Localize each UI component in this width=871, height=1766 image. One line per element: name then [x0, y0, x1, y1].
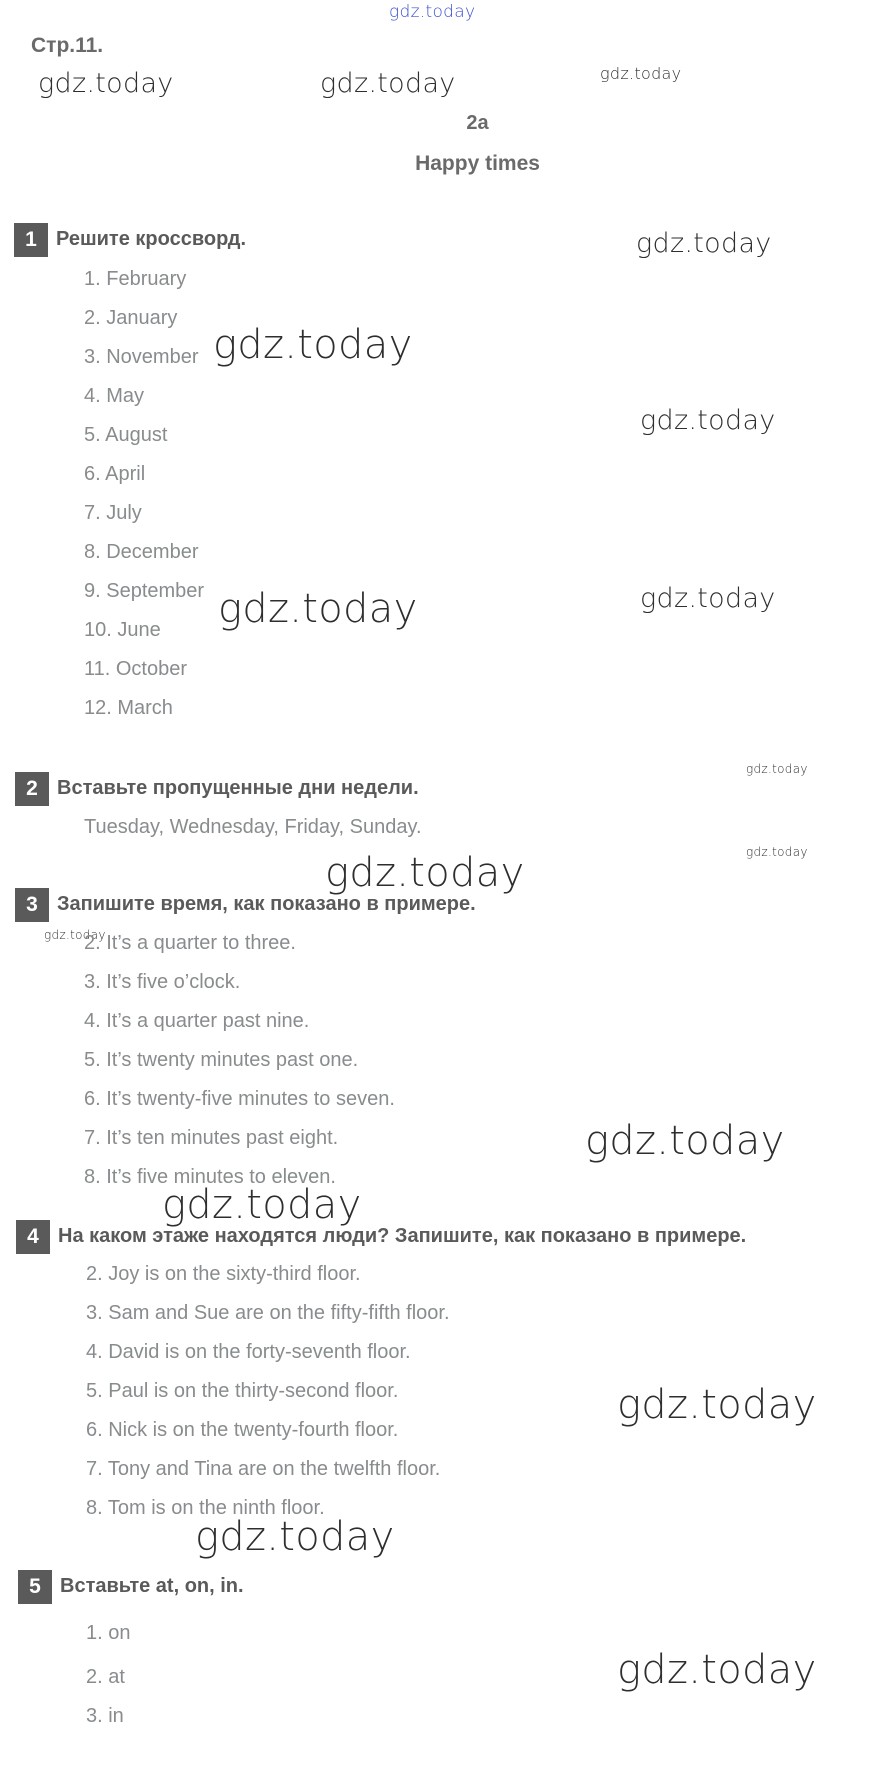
- answer-item: 2. at: [86, 1666, 125, 1688]
- section-instruction: Вставьте at, on, in.: [60, 1575, 244, 1597]
- answer-item: 5. It’s twenty minutes past one.: [84, 1049, 359, 1071]
- answer-item: 3. in: [86, 1705, 124, 1727]
- answer-item: 10. June: [84, 619, 161, 641]
- answer-item: 2. January: [84, 307, 178, 329]
- answer-item: 2. It’s a quarter to three.: [84, 932, 296, 954]
- watermark: gdz.today: [585, 1118, 785, 1164]
- watermark: gdz.today: [218, 586, 418, 632]
- section-number-badge: 3: [15, 888, 49, 922]
- answer-item: 2. Joy is on the sixty-third floor.: [86, 1263, 361, 1285]
- watermark: gdz.today: [195, 1514, 395, 1560]
- answer-item: 7. Tony and Tina are on the twelfth floor.: [86, 1458, 441, 1480]
- watermark: gdz.today: [640, 405, 776, 436]
- answer-item: 1. on: [86, 1622, 131, 1644]
- watermark: gdz.today: [162, 1182, 362, 1228]
- watermark: gdz.today: [325, 850, 525, 896]
- watermark: gdz.today: [38, 68, 174, 99]
- answer-item: 11. October: [84, 658, 188, 680]
- answer-item: 6. Nick is on the twenty-fourth floor.: [86, 1419, 399, 1441]
- answer-item: 6. April: [84, 463, 146, 485]
- section-number-badge: 2: [15, 772, 49, 806]
- answer-item: 3. Sam and Sue are on the fifty-fifth floor.: [86, 1302, 450, 1324]
- answer-item: 5. August: [84, 424, 168, 446]
- answer-item: 4. David is on the forty-seventh floor.: [86, 1341, 411, 1363]
- watermark: gdz.today: [320, 68, 456, 99]
- lesson-title: Happy times: [415, 152, 540, 175]
- section-instruction: Решите кроссворд.: [56, 228, 247, 250]
- section-number-badge: 1: [14, 223, 48, 257]
- lesson-number: 2a: [466, 112, 489, 134]
- answer-item: 7. It’s ten minutes past eight.: [84, 1127, 339, 1149]
- watermark: gdz.today: [640, 583, 776, 614]
- answer-item: 5. Paul is on the thirty-second floor.: [86, 1380, 399, 1402]
- answer-item: 12. March: [84, 697, 173, 719]
- section-instruction: Запишите время, как показано в примере.: [57, 893, 476, 915]
- watermark: gdz.today: [389, 2, 476, 22]
- page-label: Стр.11.: [31, 34, 104, 57]
- answer-item: 4. May: [84, 385, 145, 407]
- answer-item: 9. September: [84, 580, 205, 602]
- answer-item: 7. July: [84, 502, 142, 524]
- watermark: gdz.today: [617, 1647, 817, 1693]
- section-number-badge: 5: [18, 1570, 52, 1604]
- answer-item: 3. It’s five o’clock.: [84, 971, 241, 993]
- answer-item: Tuesday, Wednesday, Friday, Sunday.: [84, 816, 422, 838]
- watermark: gdz.today: [746, 845, 808, 859]
- section-number-badge: 4: [16, 1220, 50, 1254]
- watermark: gdz.today: [213, 322, 413, 368]
- answer-item: 4. It’s a quarter past nine.: [84, 1010, 310, 1032]
- watermark: gdz.today: [600, 64, 682, 83]
- answer-item: 8. Tom is on the ninth floor.: [86, 1497, 325, 1519]
- answer-item: 8. December: [84, 541, 199, 563]
- watermark: gdz.today: [746, 762, 808, 776]
- section-instruction: Вставьте пропущенные дни недели.: [57, 777, 419, 799]
- section-instruction: На каком этаже находятся люди? Запишите, как показано в примере.: [58, 1225, 747, 1247]
- watermark: gdz.today: [636, 228, 772, 259]
- answer-item: 1. February: [84, 268, 187, 290]
- watermark: gdz.today: [617, 1382, 817, 1428]
- answer-item: 3. November: [84, 346, 199, 368]
- answer-item: 6. It’s twenty-five minutes to seven.: [84, 1088, 395, 1110]
- answer-item: 8. It’s five minutes to eleven.: [84, 1166, 336, 1188]
- watermark: gdz.today: [44, 928, 106, 942]
